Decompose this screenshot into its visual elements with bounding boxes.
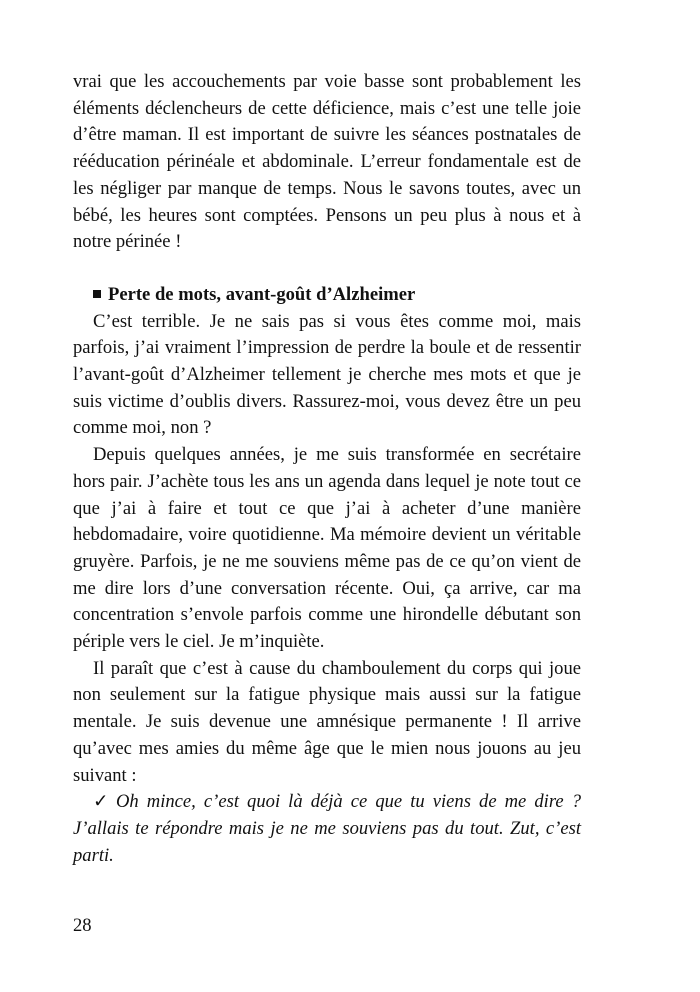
- quote-paragraph: [73, 789, 581, 869]
- paragraph-chamboulement: Il paraît que c’est à cause du chamboulement du corps qui joue non seulement sur la fatigue physique mais aussi sur la fatigue mentale. Je suis devenue une amnésique permanente ! Il arrive qu’avec mes amies du même âge que le mien nous jouons au jeu suivant :: [73, 657, 581, 786]
- page-body: [73, 69, 581, 869]
- paragraph-terrible: C’est terrible. Je ne sais pas si vous êtes comme moi, mais parfois, j’ai vraiment l’impression de perdre la boule et de ressentir l’avant-goût d’Alzheimer tellement je cherche mes mots et que je suis victime d’oublis divers. Rassurez-moi, vous devez être un peu comme moi, non ?: [73, 310, 581, 439]
- quote-text: Oh mince, c’est quoi là déjà ce que tu viens de me dire ? J’allais te répondre mais je ne me souviens pas du tout. Zut, c’est parti.: [73, 791, 581, 866]
- section-heading-text: Perte de mots, avant-goût d’Alzheimer: [108, 283, 416, 305]
- checkmark-icon: ✓: [93, 791, 112, 813]
- square-bullet-icon: [93, 290, 101, 298]
- paragraph-continuation: vrai que les accouchements par voie basse sont probablement les éléments déclencheurs de cette déficience, mais c’est une telle joie d’être maman. Il est important de suivre les séances postnatales de rééducation périnéale et abdominale. L’erreur fondamentale est de les négliger par manque de temps. Nous le savons toutes, avec un bébé, les heures sont comptées. Pensons un peu plus à nous et à notre périnée !: [73, 71, 581, 253]
- section-heading: [73, 282, 581, 309]
- paragraph-secretaire: Depuis quelques années, je me suis transformée en secrétaire hors pair. J’achète tous les ans un agenda dans lequel je note tout ce que j’ai à faire et tout ce que j’ai à acheter d’une manière hebdomadaire, voire quotidienne. Ma mémoire devient un véritable gruyère. Parfois, je ne me souviens même pas de ce qu’on vient de me dire lors d’une conversation récente. Oui, ça arrive, car ma concentration s’envole parfois comme une hirondelle débutant son périple vers le ciel. Je m’inquiète.: [73, 444, 581, 653]
- page-number: 28: [73, 915, 92, 936]
